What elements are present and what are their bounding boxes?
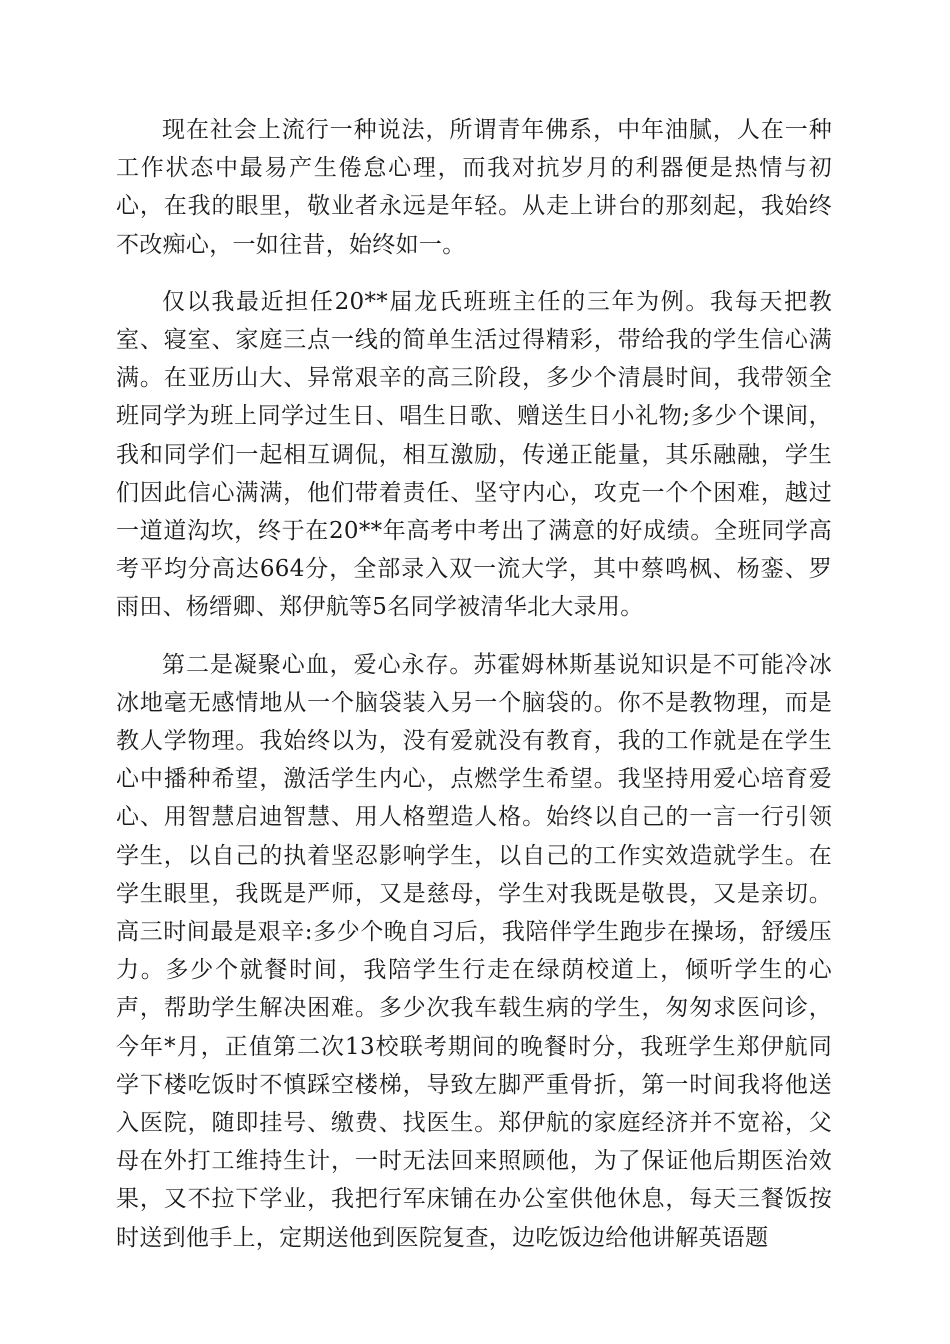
paragraph-2: 仅以我最近担任20**届龙氏班班主任的三年为例。我每天把教室、寝室、家庭三点一线的简单生活过得精彩，带给我的学生信心满满。在亚历山大、异常艰辛的高三阶段，多少个清晨时间，我带领全班同学为班上同学过生日、唱生日歌、赠送生日小礼物;多少个课间，我和同学们一起相互调侃，相互激励，传递正能量，其乐融融，学生们因此信心满满，他们带着责任、坚守内心，攻克一个个困难，越过一道道沟坎，终于在20**年高考中考出了满意的好成绩。全班同学高考平均分高达664分，全部录入双一流大学，其中蔡鸣枫、杨銮、罗雨田、杨缙卿、郑伊航等5名同学被清华北大录用。 (116, 288, 832, 621)
paragraph-1: 现在社会上流行一种说法，所谓青年佛系，中年油腻，人在一种工作状态中最易产生倦怠心理，而我对抗岁月的利器便是热情与初心，在我的眼里，敬业者永远是年轻。从走上讲台的那刻起，我始终不改痴心，一如往昔，始终如一。 (116, 117, 832, 258)
paragraph-3: 第二是凝聚心血，爱心永存。苏霍姆林斯基说知识是不可能冷冰冰地毫无感情地从一个脑袋装入另一个脑袋的。你不是教物理，而是教人学物理。我始终以为，没有爱就没有教育，我的工作就是在学生心中播种希望，激活学生内心，点燃学生希望。我坚持用爱心培育爱心、用智慧启迪智慧、用人格塑造人格。始终以自己的一言一行引领学生，以自己的执着坚忍影响学生，以自己的工作实效造就学生。在学生眼里，我既是严师，又是慈母，学生对我既是敬畏，又是亲切。高三时间最是艰辛:多少个晚自习后，我陪伴学生跑步在操场，舒缓压力。多少个就餐时间，我陪学生行走在绿荫校道上，倾听学生的心声，帮助学生解决困难。多少次我车载生病的学生，匆匆求医问诊，今年*月，正值第二次13校联考期间的晚餐时分，我班学生郑伊航同学下楼吃饭时不慎踩空楼梯，导致左脚严重骨折，第一时间我将他送入医院，随即挂号、缴费、找医生。郑伊航的家庭经济并不宽裕，父母在外打工维持生计，一时无法回来照顾他，为了保证他后期医治效果，又不拉下学业，我把行军床铺在办公室供他休息，每天三餐饭按时送到他手上，定期送他到医院复查，边吃饭边给他讲解英语题 (116, 651, 832, 1251)
document-body (116, 111, 832, 1276)
